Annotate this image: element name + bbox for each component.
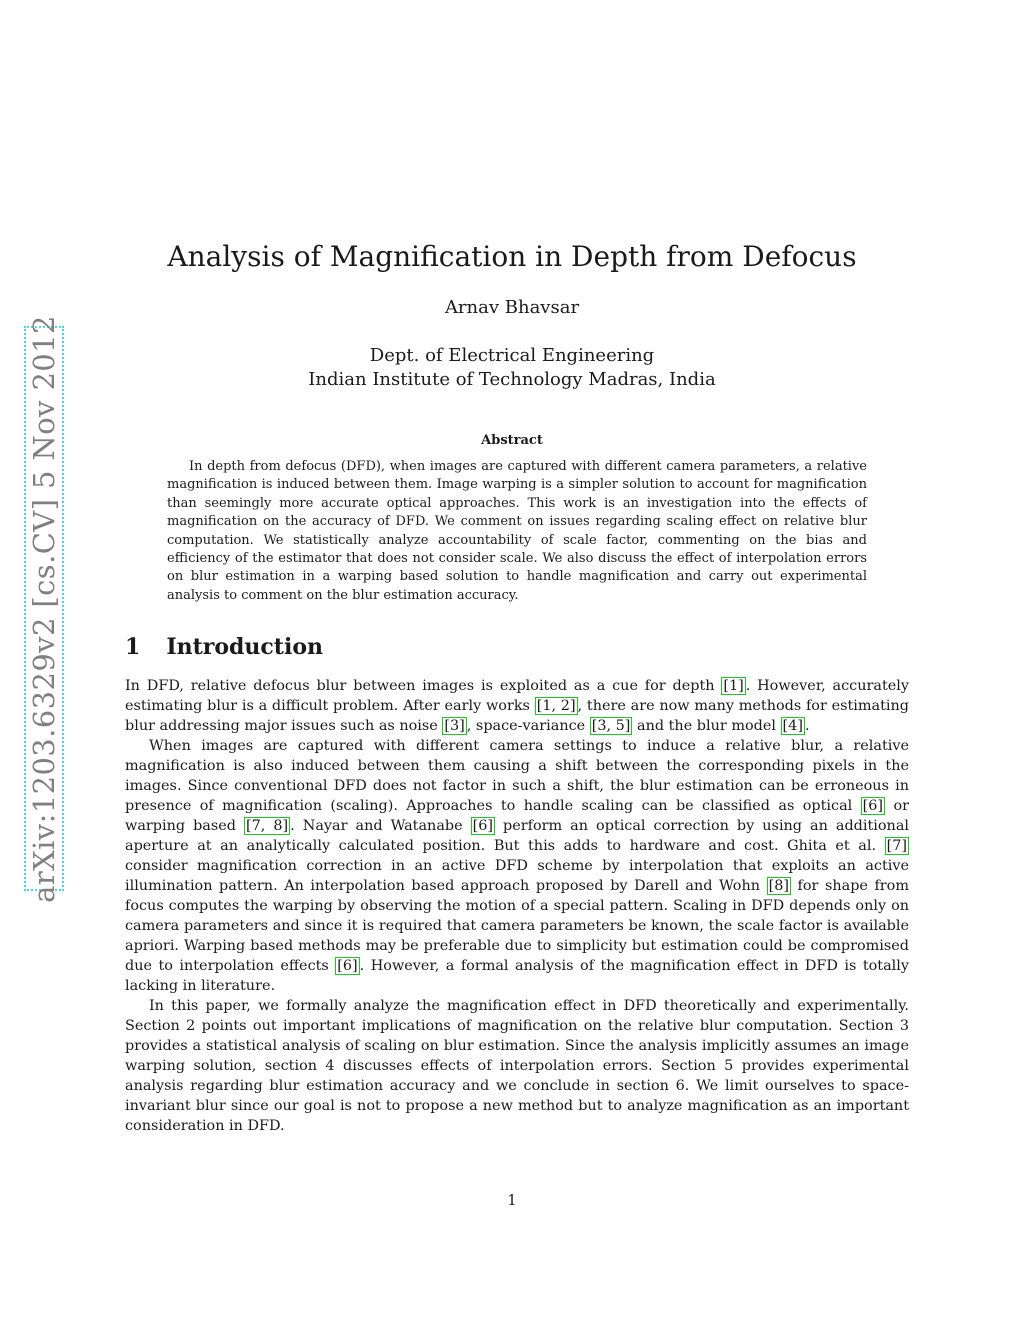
affiliation-department: Dept. of Electrical Engineering — [369, 345, 655, 366]
author-affiliation — [0, 344, 1024, 392]
text-run: . However, accurately estimating blur is a difficult problem. After early works — [125, 678, 909, 714]
author-name: Arnav Bhavsar — [444, 297, 580, 318]
text-run: . — [804, 718, 810, 734]
citation-link[interactable]: [3, 5] — [591, 718, 631, 734]
section-heading-introduction — [125, 634, 323, 660]
abstract-heading: Abstract — [481, 433, 543, 448]
citation-link[interactable]: [1, 2] — [536, 698, 576, 714]
page-number: 1 — [507, 1191, 517, 1209]
citation-link[interactable]: [3] — [444, 718, 465, 734]
text-run: , space-variance — [466, 718, 590, 734]
arxiv-identifier-stamp[interactable] — [24, 314, 64, 903]
citation-link[interactable]: [8] — [768, 878, 789, 894]
introduction-body — [125, 676, 909, 1136]
paragraph-3: In this paper, we formally analyze the magnification effect in DFD theoretically and experimentally. Section 2 points out important implications of magnification on the relative blur computation. Section 3 provides a statistical analysis of scaling on blur estimation. Since the analysis implicitly assumes an image warping solution, section 4 discusses effects of interpolation errors. Section 5 provides experimental analysis regarding blur estimation accuracy and we conclude in section 6. We limit ourselves to space-invariant blur since our goal is not to propose a new method but to analyze magnification as an important consideration in DFD. — [125, 998, 909, 1134]
citation-link[interactable]: [4] — [782, 718, 803, 734]
arxiv-identifier-text: arXiv:1203.6329v2 [cs.CV] 5 Nov 2012 — [27, 314, 61, 903]
citation-link[interactable]: [6] — [337, 958, 358, 974]
text-run: . However, a formal analysis of the magnification effect in DFD is totally lacking in literature. — [125, 958, 909, 994]
section-number: 1 — [125, 634, 141, 660]
citation-link[interactable]: [7, 8] — [246, 818, 289, 834]
citation-link[interactable]: [1] — [723, 678, 744, 694]
paragraph-2 — [125, 736, 909, 996]
text-run: for shape from focus computes the warping by observing the motion of a special pattern. Scaling in DFD depends only on camera parameters and since it is required that camera parameters be known, the scale factor is available apriori. Warping based methods may be preferable due to simplicity but estimation could be compromised due to interpolation effects — [125, 878, 909, 974]
text-run: , there are now many methods for estimating blur addressing major issues such as noise — [125, 698, 909, 734]
citation-link[interactable]: [6] — [472, 818, 494, 834]
text-run: When images are captured with different camera settings to induce a relative blur, a relative magnification is also induced between them causing a shift between the corresponding pixels in the images. Since conventional DFD does not factor in such a shift, the blur estimation can be erroneous in presence of magnification (scaling). Approaches to handle scaling can be classified as optical — [125, 738, 909, 814]
paragraph-1 — [125, 676, 909, 736]
text-run: perform an optical correction by using an additional aperture at an analytically calculated position. But this adds to hardware and cost. Ghita et al. — [125, 818, 909, 854]
affiliation-institute: Indian Institute of Technology Madras, India — [308, 369, 716, 390]
text-run: In DFD, relative defocus blur between images is exploited as a cue for depth — [125, 678, 722, 694]
abstract-text: In depth from defocus (DFD), when images are captured with different camera parameters, a relative magnification is induced between them. Image warping is a simpler solution to account for magnification than seemingly more accurate optical approaches. This work is an investigation into the effects of magnification on the accuracy of DFD. We comment on issues regarding scaling effect on relative blur computation. We statistically analyze accountability of scale factor, commenting on the bias and efficiency of the estimator that does not consider scale. We also discuss the effect of interpolation errors on blur estimation in a warping based solution to handle magnification and carry out experimental analysis to comment on the blur estimation accuracy. — [167, 459, 867, 603]
paper-title: Analysis of Magnification in Depth from Defocus — [167, 240, 857, 273]
text-run: or warping based — [125, 798, 909, 834]
text-run: consider magnification correction in an active DFD scheme by interpolation that exploits an active illumination pattern. An interpolation based approach proposed by Darell and Wohn — [125, 858, 909, 894]
text-run: and the blur model — [632, 718, 781, 734]
section-title: Introduction — [166, 634, 323, 660]
text-run: . Nayar and Watanabe — [290, 818, 471, 834]
citation-link[interactable]: [6] — [862, 798, 884, 814]
citation-link[interactable]: [7] — [886, 838, 907, 854]
